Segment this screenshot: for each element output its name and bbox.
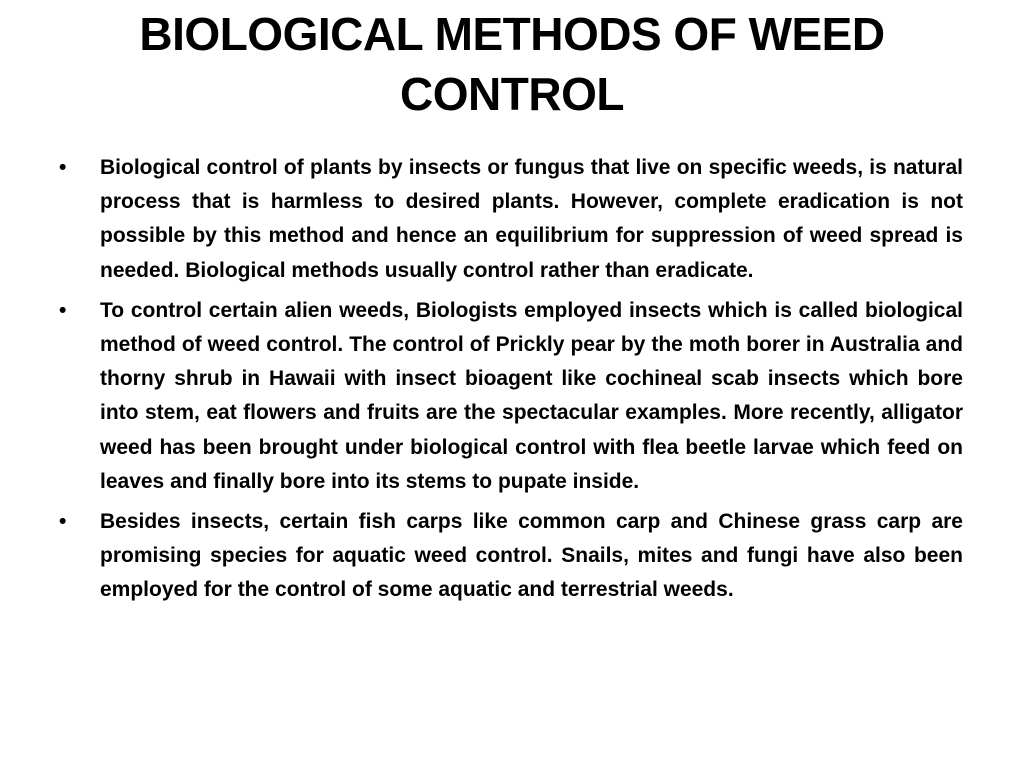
bullet-point-icon: • xyxy=(59,510,67,534)
bullet-text: Biological control of plants by insects or fungus that live on specific weeds, is natural process that is harmless to desired plants. However, complete eradication is not possible by this method and hence an equilibrium for suppression of weed spread is needed. Biological methods usually control rather than eradicate. xyxy=(100,156,963,282)
bullet-text: To control certain alien weeds, Biologists employed insects which is called biological method of weed control. The control of Prickly pear by the moth borer in Australia and thorny shrub in Hawaii with insect bioagent like cochineal scab insects which bore into stem, eat flowers and fruits are the spectacular examples. More recently, alligator weed has been brought under biological control with flea beetle larvae which feed on leaves and finally bore into its stems to pupate inside. xyxy=(100,298,963,493)
slide-title: BIOLOGICAL METHODS OF WEED CONTROL xyxy=(139,8,885,120)
bullet-list xyxy=(55,151,963,614)
bullet-item-biological-control xyxy=(55,151,963,288)
bullet-text: Besides insects, certain fish carps like common carp and Chinese grass carp are promising species for aquatic weed control. Snails, mites and fungi have also been employed for the control of some aquatic and terrestrial weeds. xyxy=(100,510,963,602)
bullet-item-fish-carps xyxy=(55,505,963,608)
bullet-item-alien-weeds xyxy=(55,294,963,499)
bullet-point-icon: • xyxy=(59,156,67,179)
bullet-point-icon: • xyxy=(59,298,67,322)
